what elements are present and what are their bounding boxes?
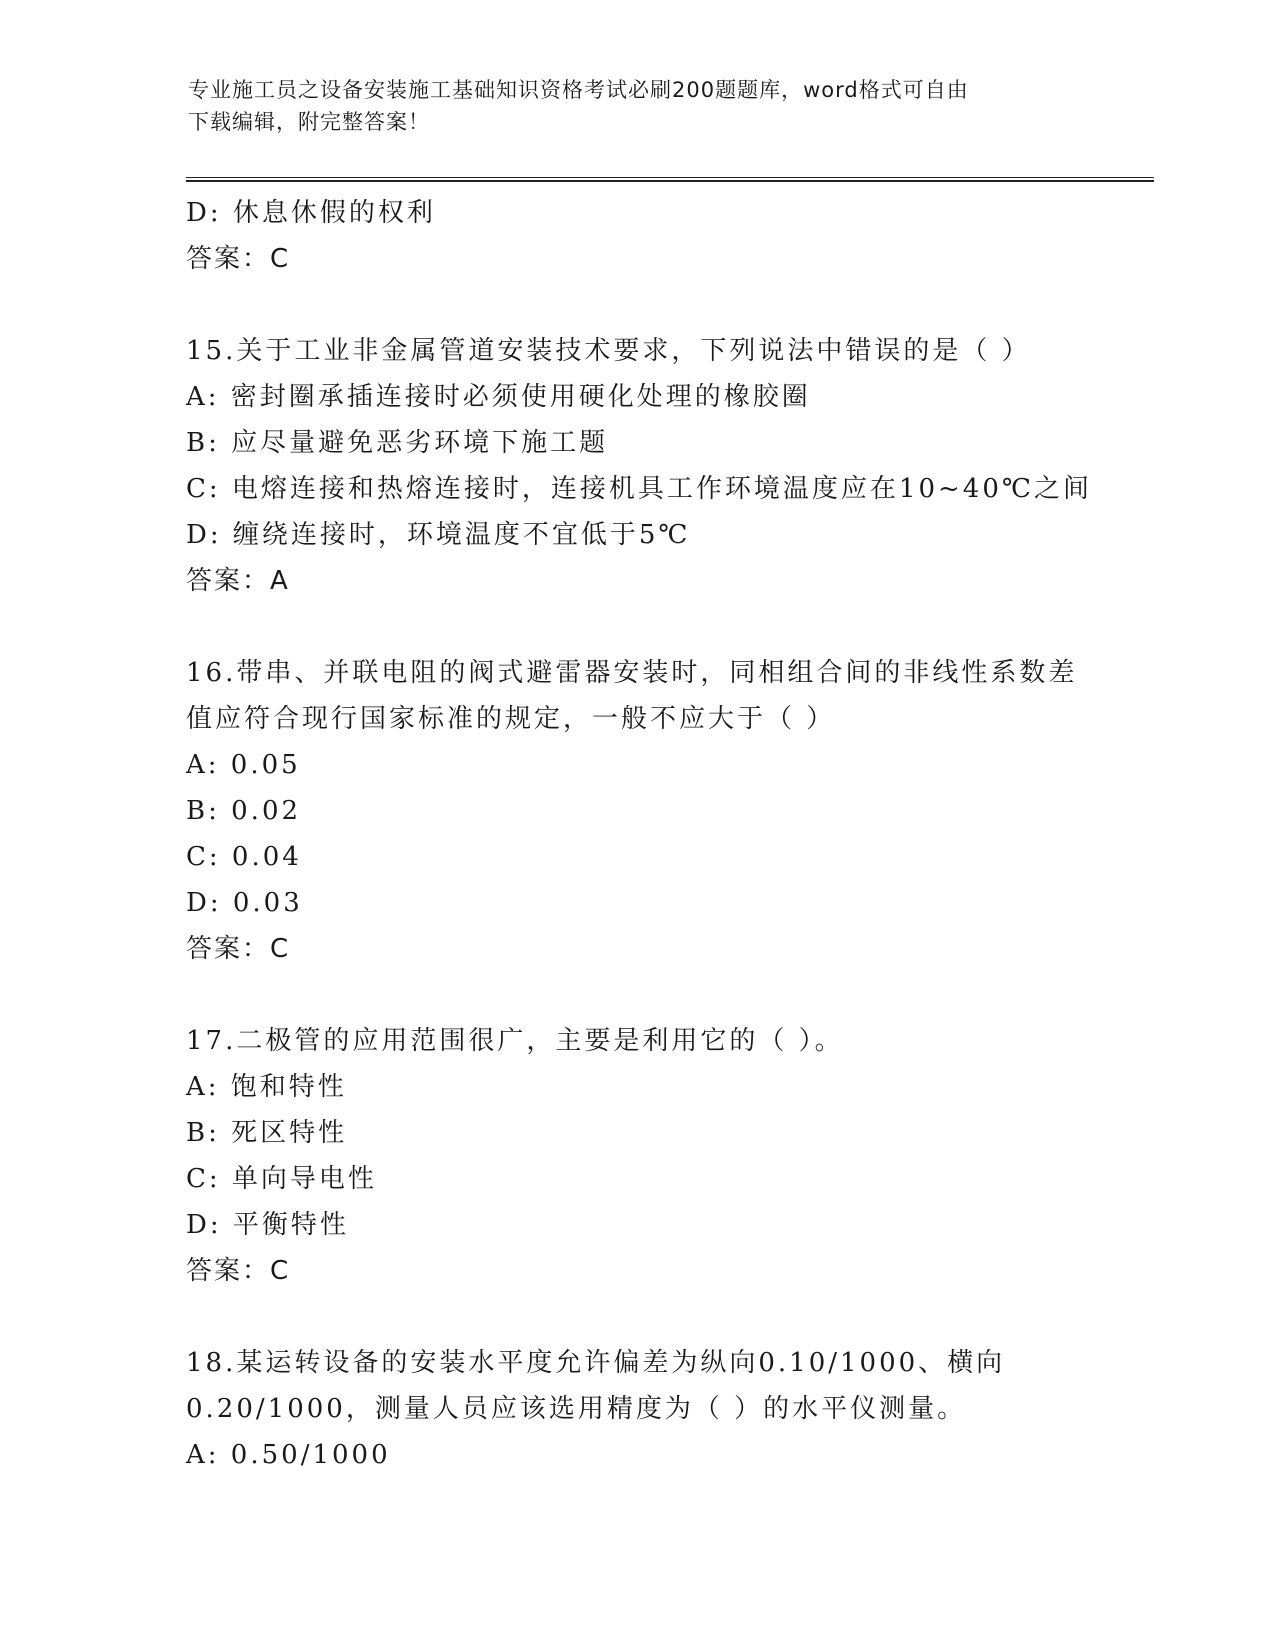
option-b: B: 0.02 [186,796,302,826]
option-d: D: 0.03 [186,888,303,918]
answer: 答案：C [186,934,291,964]
question-16 [186,650,1086,972]
header-line-2: 下载编辑，附完整答案！ [188,110,430,134]
option-a: A: 0.50/1000 [186,1440,391,1470]
option-b: B: 应尽量避免恶劣环境下施工题 [186,428,609,458]
option-d: D: 平衡特性 [186,1210,349,1240]
question-stem-line-1: 16.带串、并联电阻的阀式避雷器安装时，同相组合间的非线性系数差 [186,658,1078,688]
question-15 [186,328,1092,604]
answer: 答案：A [186,566,290,596]
option-d: D: 缠绕连接时，环境温度不宜低于5℃ [186,520,691,550]
option-c: C: 电熔连接和热熔连接时，连接机具工作环境温度应在10~40℃之间 [186,474,1092,504]
option-c: C: 单向导电性 [186,1164,377,1194]
question-17 [186,1018,1086,1294]
document-header [188,74,1088,138]
question-list [186,190,1092,1478]
option-a: A: 密封圈承插连接时必须使用硬化处理的橡胶圈 [186,382,811,412]
question-stem: 17.二极管的应用范围很广，主要是利用它的（ ）。 [186,1026,844,1056]
question-stem-line-2: 0.20/1000，测量人员应该选用精度为（ ）的水平仪测量。 [186,1394,967,1424]
header-divider-thick [186,180,1154,182]
answer: 答案：C [186,1256,291,1286]
option-b: B: 死区特性 [186,1118,348,1148]
header-line-1: 专业施工员之设备安装施工基础知识资格考试必刷200题题库，word格式可自由 [188,78,969,102]
option-c: C: 0.04 [186,842,302,872]
question-stem: 15.关于工业非金属管道安装技术要求，下列说法中错误的是（ ） [186,336,1031,366]
question-stem-line-2: 值应符合现行国家标准的规定，一般不应大于（ ） [186,704,836,734]
option-a: A: 0.05 [186,750,301,780]
answer: 答案：C [186,244,291,274]
question-stem-line-1: 18.某运转设备的安装水平度允许偏差为纵向0.10/1000、横向 [186,1348,1006,1378]
question-18 [186,1340,1086,1478]
option-a: A: 饱和特性 [186,1072,347,1102]
option-d: D: 休息休假的权利 [186,198,436,228]
question-prev [186,190,1086,282]
header-divider-thin [186,177,1154,178]
